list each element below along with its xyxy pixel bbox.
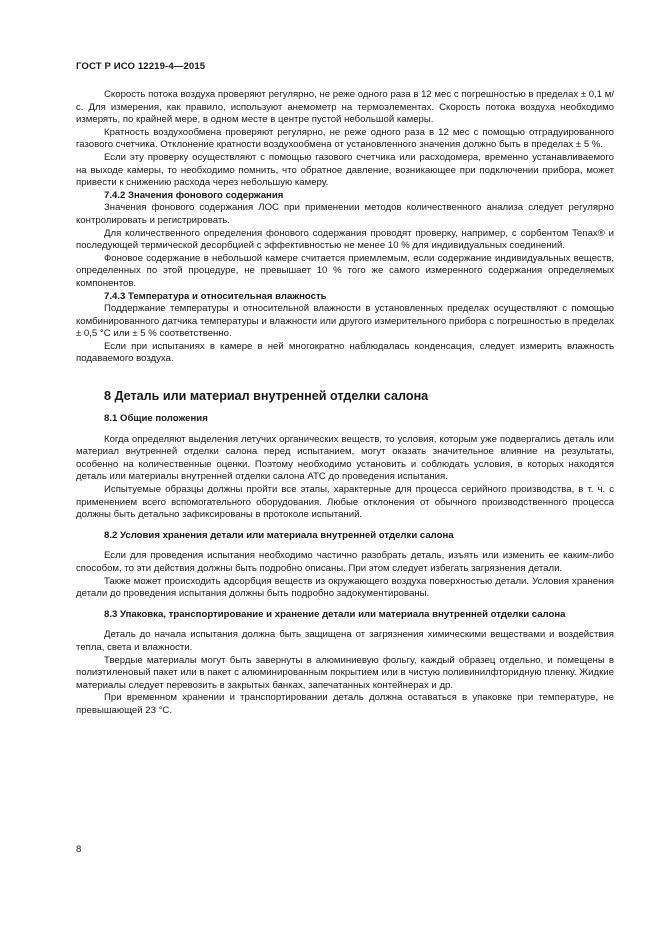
subsection-heading-7-4-2: 7.4.2 Значения фонового содержания <box>104 189 284 201</box>
paragraph: Деталь до начала испытания должна быть защищена от загрязнения химическими веществами и воздействия тепла, света и влажности. <box>76 629 614 653</box>
section-heading-8-1: 8.1 Общие положения <box>104 413 208 425</box>
paragraph: Фоновое содержание в небольшой камере считается приемлемым, если содержание индивидуальных веществ, определенных по этой процедуре, не превышает 10 % того же самого измеренного содержания определяемых компонентов. <box>76 252 614 289</box>
section-heading-8-2: 8.2 Условия хранения детали или материала внутренней отделки салона <box>104 529 454 541</box>
paragraph: Также может происходить адсорбция веществ из окружающего воздуха поверхностью детали. Условия хранения детали до проведения испытания должны быть подробно задокументированы. <box>76 575 614 600</box>
paragraph: Значения фонового содержания ЛОС при применении методов количественного анализа следует регулярно контролировать и регистрировать. <box>76 202 614 226</box>
paragraph: Твердые материалы могут быть завернуты в алюминиевую фольгу, каждый образец отдельно, и помещены в полиэтиленовый пакет или в пакет с алюминированным покрытием или в чистую поливинилфторидную пленку. Жидкие материалы следует перевозить в закрытых банках, запечатанных контейнерах и др. <box>76 654 614 691</box>
subsection-heading-7-4-3: 7.4.3 Температура и относительная влажность <box>104 290 327 302</box>
document-body <box>76 89 614 718</box>
paragraph: Когда определяют выделения летучих органических веществ, то условия, которым уже подвергались деталь или материал внутренней отделки салона перед испытанием, могут оказать значительное влияние на результаты, особенно на количественные оценки. Поэтому необходимо установить и соблюдать условия, в которых находятся деталь или материалы внутренней отделки салона АТС до проведения испытания. <box>76 433 614 483</box>
paragraph: Кратность воздухообмена проверяют регулярно, не реже одного раза в 12 мес с помощью отградуированного газового счетчика. Отклонение кратности воздухообмена от установленного значения должно быть в пределах ± 5 %. <box>76 126 614 151</box>
paragraph: Для количественного определения фонового содержания проводят проверку, например, с сорбентом Tenax® и последующей термической десорбцией с эффективностью не менее 10 % для индивидуальных соединений. <box>76 227 614 252</box>
page-number: 8 <box>76 844 82 855</box>
section-heading-8: 8 Деталь или материал внутренней отделки салона <box>104 389 429 404</box>
paragraph: Если для проведения испытания необходимо частично разобрать деталь, изъять или изменить ее каким-либо способом, то эти действия должны быть подробно описаны. При этом следует избегать загрязнения детали. <box>76 550 614 574</box>
paragraph: Скорость потока воздуха проверяют регулярно, не реже одного раза в 12 мес с погрешностью в пределах ± 0,1 м/с. Для измерения, как правило, используют анемометр на термоэлементах. Скорость потока воздуха необходимо измерять, по крайней мере, в одном месте в центре пустой небольшой камеры. <box>76 89 614 126</box>
paragraph: Поддержание температуры и относительной влажности в установленных пределах осуществляют с помощью комбинированного датчика температуры и влажности или другого измерительного прибора с погрешностью в пределах ± 0,5 °С или ± 5 % соответственно. <box>76 303 614 340</box>
paragraph: Если эту проверку осуществляют с помощью газового счетчика или расходомера, временно устанавливаемого на выходе камеры, то необходимо помнить, что обратное давление, возникающее при подключении прибора, может привести к снижению расхода через небольшую камеру. <box>76 151 614 189</box>
paragraph: При временном хранении и транспортировании деталь должна оставаться в упаковке при температуре, не превышающей 23 °С. <box>76 692 614 716</box>
paragraph: Испытуемые образцы должны пройти все этапы, характерные для процесса серийного производства, в т. ч. с применением всего вспомогательного оборудования. Любые отклонения от обычного производственного процесса должны быть детально зафиксированы в протоколе испытаний. <box>76 484 614 521</box>
paragraph: Если при испытаниях в камере в ней многократно наблюдалась конденсация, следует измерить влажность подаваемого воздуха. <box>76 340 614 365</box>
section-heading-8-3: 8.3 Упаковка, транспортирование и хранение детали или материала внутренней отделки салона <box>104 608 566 620</box>
document-header: ГОСТ Р ИСО 12219-4—2015 <box>76 61 206 72</box>
